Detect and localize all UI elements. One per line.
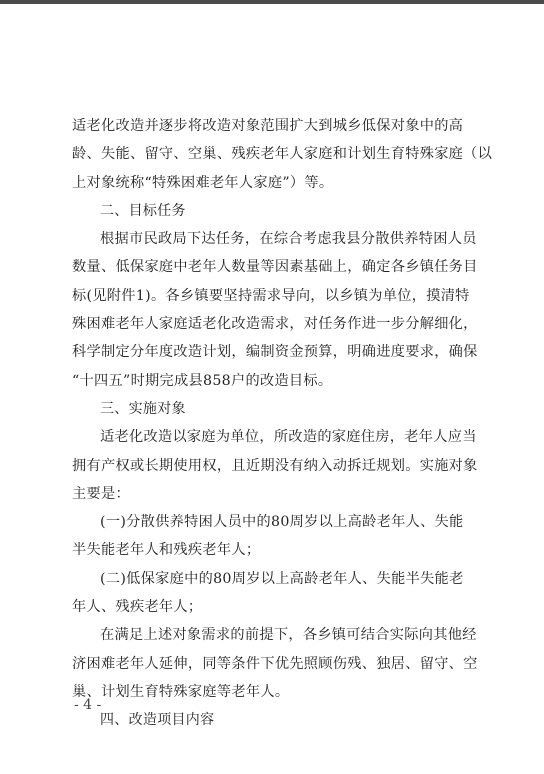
body-line: 数量、低保家庭中老年人数量等因素基础上，确定各乡镇任务目 [72, 259, 478, 276]
page-number: - 4 - [74, 697, 102, 713]
body-line: 根据市民政局下达任务，在综合考虑我县分散供养特困人员 [100, 231, 477, 248]
body-line: 适老化改造以家庭为单位，所改造的家庭住房，老年人应当 [100, 429, 477, 446]
body-line: 主要是： [72, 485, 130, 502]
body-line: 巢、计划生育特殊家庭等老年人。 [72, 683, 290, 700]
section-heading-content: 四、改造项目内容 [100, 712, 215, 729]
body-line: 龄、失能、留守、空巢、残疾老年人家庭和计划生育特殊家庭（以 [72, 146, 493, 163]
body-line: 拥有产权或长期使用权，且近期没有纳入动拆迁规划。实施对象 [72, 457, 478, 474]
list-item-1: (一)分散供养特困人员中的80周岁以上高龄老年人、失能 [100, 514, 464, 531]
body-line: 半失能老年人和残疾老年人； [72, 542, 261, 559]
body-line: 济困难老年人延伸，同等条件下优先照顾伤残、独居、留守、空 [72, 655, 478, 672]
body-line: 标(见附件1)。各乡镇要坚持需求导向，以乡镇为单位，摸清特 [72, 287, 470, 304]
body-line: 殊困难老年人家庭适老化改造需求，对任务作进一步分解细化， [72, 316, 478, 333]
scan-top-edge [0, 0, 544, 4]
section-heading-goals: 二、目标任务 [100, 202, 186, 219]
body-line: “十四五”时期完成县858户的改造目标。 [72, 372, 333, 389]
body-line: 上对象统称“特殊困难老年人家庭”）等。 [72, 174, 334, 191]
document-body [72, 112, 492, 735]
body-line: 适老化改造并逐步将改造对象范围扩大到城乡低保对象中的高 [72, 118, 464, 134]
section-heading-targets: 三、实施对象 [100, 400, 186, 417]
list-item-2: (二)低保家庭中的80周岁以上高龄老年人、失能半失能老 [100, 570, 464, 587]
body-line: 在满足上述对象需求的前提下，各乡镇可结合实际向其他经 [100, 627, 477, 644]
body-line: 年人、残疾老年人； [72, 599, 203, 616]
body-line: 科学制定分年度改造计划，编制资金预算，明确进度要求，确保 [72, 344, 478, 361]
